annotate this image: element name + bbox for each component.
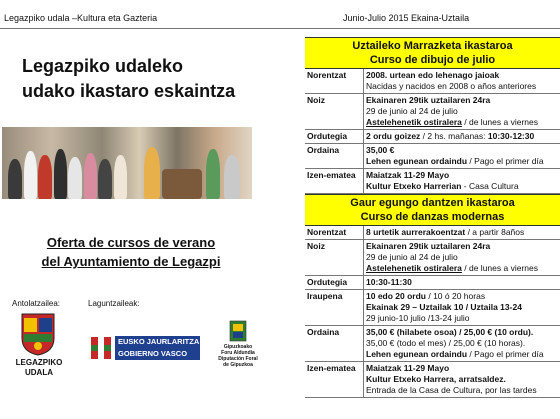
value-part: Lehen egunean ordaindu [366, 349, 468, 359]
course1-title-es: Curso de dibujo de julio [369, 54, 496, 66]
course1-row-izen-ematea [305, 169, 560, 194]
value-line: 29 de junio al 24 de julio [366, 106, 458, 116]
row-label: Ordutegia [305, 130, 364, 143]
value-line [366, 227, 558, 238]
row-label: Noiz [305, 94, 364, 129]
value-part: Kultur Etxeko Harrerian [366, 181, 462, 191]
row-label: Izen-ematea [305, 362, 364, 397]
supporters-label: Laguntzaileak: [88, 299, 140, 308]
page-title [22, 54, 257, 104]
value-line [366, 131, 558, 142]
gipuzkoa-emblem [229, 320, 247, 342]
value-line: 35,00 € (todo el mes) / 25,00 € (10 horas). [366, 338, 526, 348]
row-value [364, 276, 560, 289]
value-line: Kultur Etxeko Harrera, arratsaldez. [366, 374, 506, 384]
gipuzkoa-logo [218, 320, 258, 368]
value-part: / a partir 8años [465, 227, 525, 237]
value-part: / 10 ó 20 horas [426, 291, 486, 301]
subtitle-line-1: Oferta de cursos de verano [46, 235, 216, 250]
course2-row-izen-ematea [305, 362, 560, 398]
row-label: Ordutegia [305, 276, 364, 289]
course2-title-es: Curso de danzas modernas [360, 211, 505, 223]
value-line: Ekainaren 29tik uztailaren 24ra [366, 95, 491, 105]
udala-line-1: LEGAZPIKO [15, 358, 63, 367]
course1-row-noiz [305, 94, 560, 130]
course2-row-iraupena [305, 290, 560, 326]
value-part: / de lunes a viernes [461, 263, 538, 273]
value-part: 8 urtetik aurrerakoentzat [366, 227, 466, 237]
value-line: 35,00 € (hilabete osoa) / 25,00 € (10 ordu). [366, 327, 534, 337]
course1-title-eu: Uztaileko Marrazketa ikastaroa [352, 40, 513, 52]
value-line: 29 de junio al 24 de julio [366, 252, 458, 262]
course1-row-ordutegia [305, 130, 560, 144]
course1-row-ordaina [305, 144, 560, 169]
course1-row-norentzat [305, 69, 560, 94]
course1-header [305, 37, 560, 69]
value-part: Lehen egunean ordaindu [366, 156, 468, 166]
value-line [366, 263, 558, 274]
header-left: Legazpiko udala –Kultura eta Gazteria [4, 13, 158, 23]
value-line [366, 349, 558, 360]
row-value [364, 226, 560, 239]
row-label: Iraupena [305, 290, 364, 325]
row-value [364, 240, 560, 275]
value-part: Astelehenetik ostiralera [366, 263, 462, 273]
header-divider [0, 28, 560, 29]
row-value [364, 94, 560, 129]
value-line: 29 junio-10 julio /13-24 julio [366, 313, 470, 323]
row-label: Noiz [305, 240, 364, 275]
row-value [364, 144, 560, 168]
row-label: Ordaina [305, 144, 364, 168]
value-line [366, 117, 558, 128]
value-line [366, 156, 558, 167]
row-value [364, 326, 560, 361]
course2-row-noiz [305, 240, 560, 276]
value-part: / Pago el primer día [467, 156, 544, 166]
course2-header [305, 194, 560, 226]
gobierno-vasco-emblem [90, 336, 112, 360]
course2-row-norentzat [305, 226, 560, 240]
header-right: Junio-Julio 2015 Ekaina-Uztaila [343, 13, 470, 23]
gipuzkoa-line-1: Gipuzkoako Foru Aldundia [221, 344, 255, 356]
value-part: Astelehenetik ostiralera [366, 117, 462, 127]
row-label: Izen-ematea [305, 169, 364, 193]
row-value [364, 69, 560, 93]
gipuzkoa-line-2: Diputación Foral de Gipuzkoa [218, 356, 258, 368]
row-value [364, 130, 560, 143]
value-part: / Pago el primer día [467, 349, 544, 359]
subtitle-line-2: del Ayuntamiento de Legazpi [41, 254, 221, 269]
row-value [364, 290, 560, 325]
value-line [366, 181, 558, 192]
value-line: Entrada de la Casa de Cultura, por las tardes [366, 385, 537, 395]
group-photo [2, 127, 252, 199]
value-line: 35,00 € [366, 145, 395, 155]
value-part: 10 edo 20 ordu [366, 291, 426, 301]
course2-title-eu: Gaur egungo dantzen ikastaroa [350, 197, 515, 209]
value-line: 10:30-11:30 [366, 277, 412, 287]
value-part: 10:30-12:30 [487, 131, 535, 141]
value-line [366, 291, 558, 302]
gv-line-2: GOBIERNO VASCO [115, 348, 200, 360]
title-line-2: udako ikastaro eskaintza [22, 81, 236, 101]
value-line: Ekainaren 29tik uztailaren 24ra [366, 241, 491, 251]
row-value [364, 169, 560, 193]
gv-line-1: EUSKO JAURLARITZA [115, 336, 200, 348]
gobierno-vasco-logo [90, 336, 200, 360]
organizer-label: Antolatzailea: [12, 299, 61, 308]
row-label: Norentzat [305, 69, 364, 93]
value-line: 2008. urtean edo lehenago jaioak [366, 70, 500, 80]
value-part: / de lunes a viernes [461, 117, 538, 127]
value-part: - Casa Cultura [461, 181, 519, 191]
value-line: Maiatzak 11-29 Mayo [366, 170, 450, 180]
value-line: Maiatzak 11-29 Mayo [366, 363, 450, 373]
title-line-1: Legazpiko udaleko [22, 56, 184, 76]
udala-line-2: UDALA [25, 368, 53, 377]
row-label: Norentzat [305, 226, 364, 239]
value-line: Nacidas y nacidos en 2008 o años anteriores [366, 81, 537, 91]
row-label: Ordaina [305, 326, 364, 361]
course2-row-ordutegia [305, 276, 560, 290]
legazpi-shield-logo [18, 312, 58, 356]
value-part: 2 ordu goizez [366, 131, 421, 141]
value-line: Ekainak 29 – Uztailak 10 / Uztaila 13-24 [366, 302, 522, 312]
legazpi-udala-name [14, 358, 64, 378]
course2-row-ordaina [305, 326, 560, 362]
row-value [364, 362, 560, 397]
subtitle [16, 233, 246, 271]
course-panel [305, 37, 560, 398]
value-part: / 2 hs. mañanas: [420, 131, 488, 141]
